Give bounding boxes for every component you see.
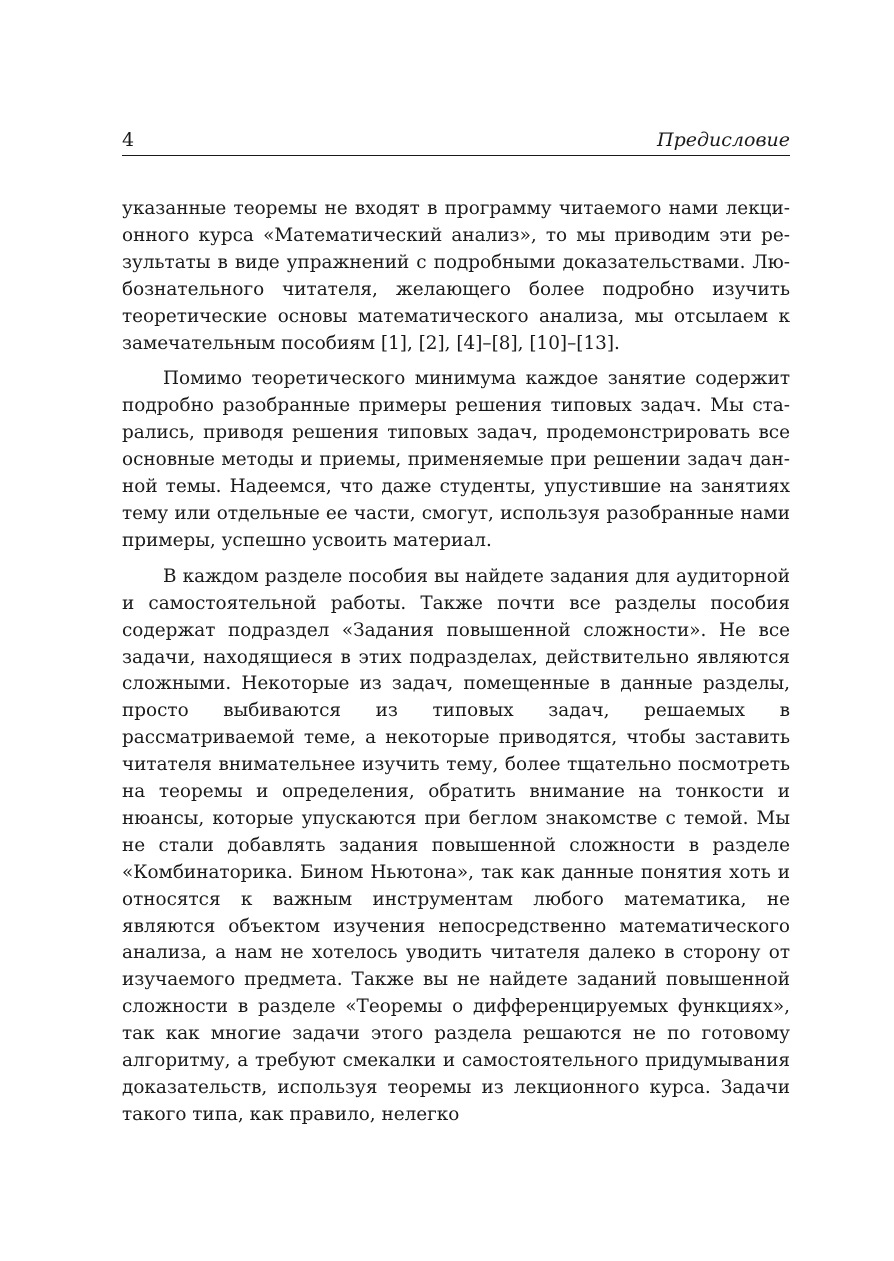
running-header: [122, 128, 790, 156]
body-text: [122, 196, 790, 1129]
paragraph-2: Помимо теоретического минимума каждое занятие содержит подробно разобранные примеры решения типовых задач. Мы старались, приводя решения типовых задач, продемонстрировать все основные методы и приемы, применяемые при решении задач данной темы. Надеемся, что даже студенты, упустившие на занятиях тему или отдельные ее части, смогут, используя разобранные нами примеры, успешно усвоить материал.: [122, 368, 790, 551]
paragraph-3: В каждом разделе пособия вы найдете задания для аудиторной и самостоятельной работы. Также почти все разделы пособия содержат подраздел «Задания повышенной сложности». Не все задачи, находящиеся в этих подразделах, действительно являются сложными. Некоторые из задач, помещенные в данные разделы, просто выбиваются из типовых задач, решаемых в рассматриваемой теме, а некоторые приводятся, чтобы заставить читателя внимательнее изучить тему, более тщательно посмотреть на теоремы и определения, обратить внимание на тонкости и нюансы, которые упускаются при беглом знакомстве с темой. Мы не стали добавлять задания повышенной сложности в разделе «Комбинаторика. Бином Ньютона», так как данные понятия хоть и относятся к важным инструментам любого математика, не являются объектом изучения непосредственно математического анализа, а нам не хотелось уводить читателя далеко в сторону от изучаемого предмета. Также вы не найдете заданий повышенной сложности в разделе «Теоремы о дифференцируемых функциях», так как многие задачи этого раздела решаются не по готовому алгоритму, а требуют смекалки и самостоятельного придумывания доказательств, используя теоремы из лекционного курса. Задачи такого типа, как правило, нелегко: [122, 565, 790, 1125]
book-page: [122, 128, 790, 1138]
page-number: 4: [122, 129, 135, 151]
section-title: Предисловие: [657, 129, 790, 151]
paragraph-1: указанные теоремы не входят в программу читаемого нами лекционного курса «Математический анализ», то мы приводим эти результаты в виде упражнений с подробными доказательствами. Любознательного читателя, желающего более подробно изучить теоретические основы математического анализа, мы отсылаем к замечательным пособиям [1], [2], [4]–[8], [10]–[13].: [122, 198, 790, 354]
